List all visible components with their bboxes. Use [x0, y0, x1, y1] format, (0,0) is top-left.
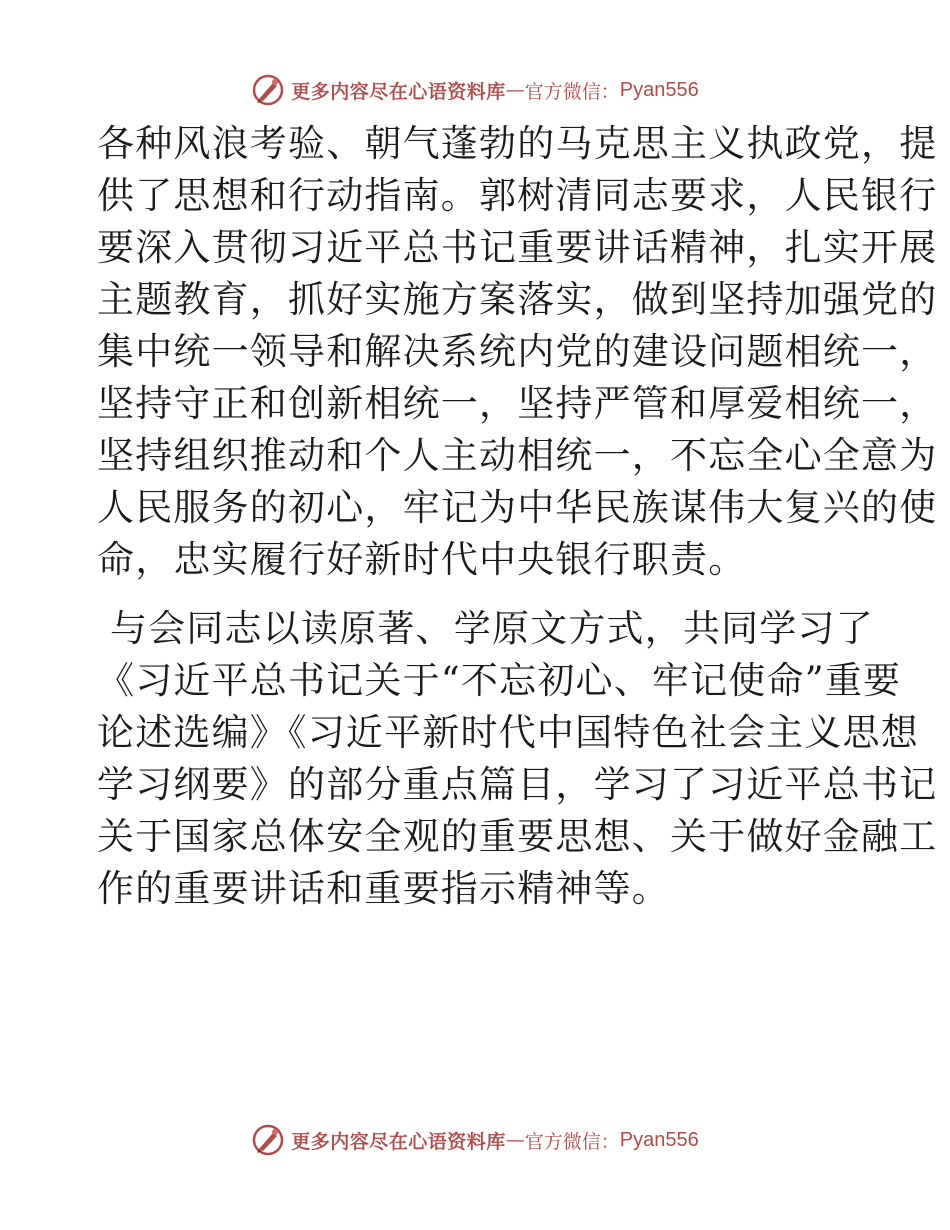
header-wechat-id: Pyan556	[619, 78, 699, 101]
text-line: 作的重要讲话和重要指示精神等。	[97, 867, 670, 910]
text-line: 集中统一领导和解决系统内党的建设问题相统一，	[97, 330, 938, 373]
text-line: 《习近平总书记关于“不忘初心、牢记使命”重要	[97, 659, 902, 702]
text-line: 要深入贯彻习近平总书记重要讲话精神，扎实开展	[97, 226, 938, 269]
header-banner	[0, 70, 950, 110]
pen-logo-icon	[251, 73, 285, 107]
paragraph-1	[97, 118, 938, 586]
footer-wechat-id: Pyan556	[619, 1128, 699, 1151]
text-line: 坚持守正和创新相统一，坚持严管和厚爱相统一，	[97, 382, 938, 425]
text-line: 关于国家总体安全观的重要思想、关于做好金融工	[97, 815, 938, 858]
text-line: 论述选编》《习近平新时代中国特色社会主义思想	[97, 711, 919, 754]
text-line: 坚持组织推动和个人主动相统一，不忘全心全意为	[97, 434, 938, 477]
text-line: 人民服务的初心，牢记为中华民族谋伟大复兴的使	[97, 486, 938, 529]
footer-wechat-label: 官方微信：	[524, 1130, 620, 1153]
text-line: 与会同志以读原著、学原文方式，共同学习了	[97, 607, 874, 650]
footer-banner	[0, 1120, 950, 1160]
text-line: 供了思想和行动指南。郭树清同志要求，人民银行	[97, 174, 938, 217]
footer-brand-text: 更多内容尽在心语资料库	[291, 1130, 506, 1153]
header-dash: —	[505, 79, 525, 101]
text-line: 命，忠实履行好新时代中央银行职责。	[97, 538, 747, 581]
header-brand-text: 更多内容尽在心语资料库	[291, 80, 506, 103]
document-body	[97, 118, 938, 915]
text-line: 学习纲要》的部分重点篇目，学习了习近平总书记	[97, 763, 938, 806]
header-wechat-label: 官方微信：	[524, 80, 620, 103]
paragraph-2	[97, 603, 938, 915]
pen-logo-icon	[251, 1123, 285, 1157]
text-line: 主题教育，抓好实施方案落实，做到坚持加强党的	[97, 278, 938, 321]
text-line: 各种风浪考验、朝气蓬勃的马克思主义执政党，提	[97, 122, 938, 165]
footer-dash: —	[505, 1129, 525, 1151]
paragraph-gap	[97, 586, 857, 603]
